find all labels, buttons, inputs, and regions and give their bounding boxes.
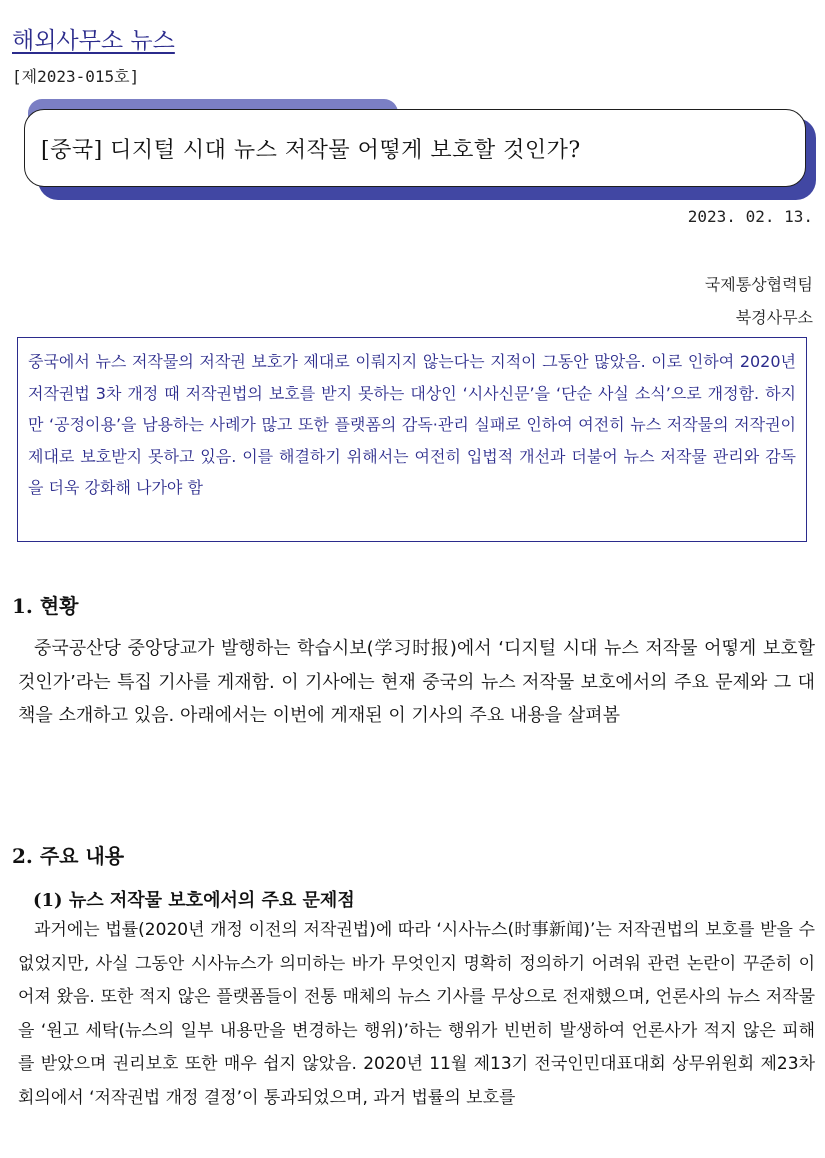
publication-date: 2023. 02. 13. (687, 207, 813, 226)
series-title: 해외사무소 뉴스 (12, 28, 175, 54)
section-body-status: 중국공산당 중앙당교가 발행하는 학습시보(学习时报)에서 ‘디지털 시대 뉴스 저작물 어떻게 보호할 것인가’라는 특집 기사를 게재함. 이 기사에는 현재 중국의 뉴스 저작물 보호에서의 주요 문제와 그 대책을 소개하고 있음. 아래에서는 이번에 게재된 이 기사의 주요 내용을 살펴봄 (18, 638, 816, 726)
summary-text: 중국에서 뉴스 저작물의 저작권 보호가 제대로 이뤄지지 않는다는 지적이 그동안 많았음. 이로 인하여 2020년 저작권법 3차 개정 때 저작권법의 보호를 받지 못하는 대상인 ‘시사신문’을 ‘단순 사실 소식’으로 개정함. 하지만 ‘공정이용’을 남용하는 사례가 많고 또한 플랫폼의 감독·관리 실패로 인하여 여전히 뉴스 저작물의 저작권이 제대로 보호받지 못하고 있음. 이를 해결하기 위해서는 여전히 입법적 개선과 더불어 뉴스 저작물 관리와 감독을 더욱 강화해 나가야 함 (28, 352, 796, 498)
issue-number: [제2023-015호] (12, 67, 140, 86)
section-heading-main-content: 2. 주요 내용 (12, 844, 125, 868)
section-heading-status: 1. 현황 (12, 594, 79, 618)
article-title: [중국] 디지털 시대 뉴스 저작물 어떻게 보호할 것인가? (41, 137, 581, 163)
author-team: 국제통상협력팀 (704, 275, 813, 294)
subsection-heading-problems: (1) 뉴스 저작물 보호에서의 주요 문제점 (33, 890, 355, 911)
title-banner (24, 109, 806, 187)
author-office: 북경사무소 (735, 308, 813, 327)
section-body-problems: 과거에는 법률(2020년 개정 이전의 저작권법)에 따라 ‘시사뉴스(时事新闻)’는 저작권법의 보호를 받을 수 없었지만, 사실 그동안 시사뉴스가 의미하는 바가 무엇인지 명확히 정의하기 어려워 관련 논란이 꾸준히 이어져 왔음. 또한 적지 않은 플랫폼들이 전통 매체의 뉴스 기사를 무상으로 전재했으며, 언론사의 뉴스 저작물을 ‘원고 세탁(뉴스의 일부 내용만을 변경하는 행위)’하는 행위가 빈번히 발생하여 언론사가 적지 않은 피해를 받았으며 권리보호 또한 매우 쉽지 않았음. 2020년 11월 제13기 전국인민대표대회 상무위원회 제23차 회의에서 ‘저작권법 개정 결정’이 통과되었으며, 과거 법률의 보호를 (18, 920, 815, 1108)
summary-box (17, 337, 807, 542)
